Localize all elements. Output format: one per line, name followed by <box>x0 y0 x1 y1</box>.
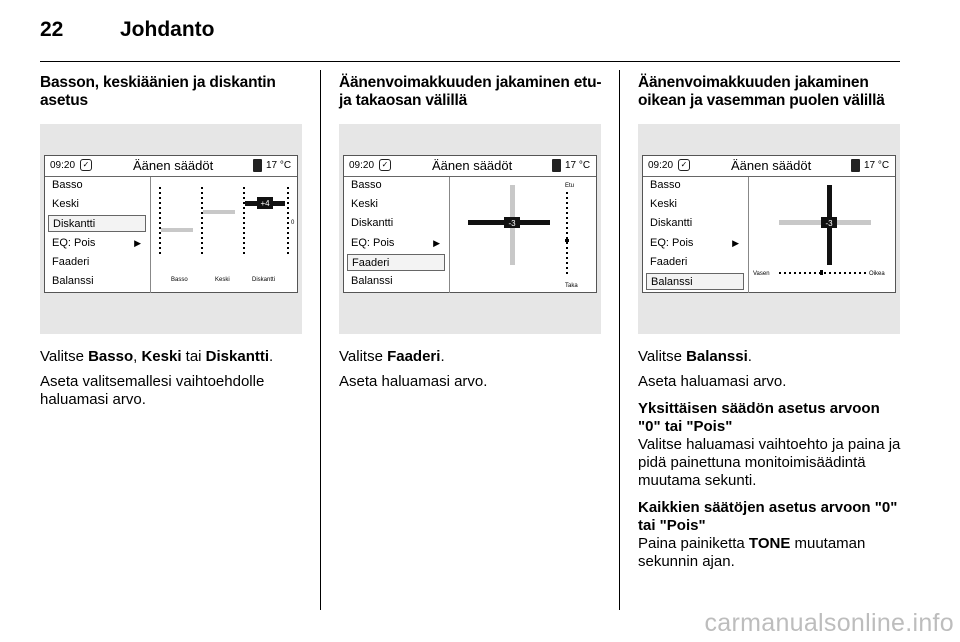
clock: 09:20 <box>648 160 674 171</box>
status-bar <box>643 156 895 177</box>
column-divider <box>619 70 620 610</box>
phone-icon <box>253 159 262 172</box>
display-screen <box>642 155 896 293</box>
check-icon: ✓ <box>678 159 690 171</box>
instruction-block <box>339 348 604 391</box>
balance-graphic <box>749 177 895 293</box>
menu-item-faaderi[interactable]: Faaderi <box>650 256 688 268</box>
temperature: 17 °C <box>266 160 292 171</box>
screen-title: Äänen säädöt <box>432 158 513 173</box>
instruction-select <box>40 348 305 366</box>
section-heading: Basson, keskiäänien ja diskantin asetus <box>40 74 276 109</box>
clock: 09:20 <box>50 160 76 171</box>
chevron-right-icon: ▶ <box>433 238 440 248</box>
option-faaderi: Faaderi <box>387 348 441 365</box>
menu-list <box>45 177 151 293</box>
menu-item-basso[interactable]: Basso <box>650 179 681 191</box>
menu-item-keski[interactable]: Keski <box>351 198 378 210</box>
balance-visualization <box>749 177 895 293</box>
menu-item-eq-label: EQ: Pois <box>351 237 395 249</box>
instruction-select <box>638 348 903 366</box>
tone-button-label: TONE <box>748 535 791 552</box>
eq-scale-keski <box>201 187 203 257</box>
option-balanssi: Balanssi <box>686 348 748 365</box>
fader-scale <box>566 192 568 277</box>
menu-item-faaderi[interactable]: Faaderi <box>347 254 445 271</box>
eq-label-diskantti: Diskantti <box>252 277 276 283</box>
screen-figure-fader <box>339 124 601 334</box>
eq-bar-basso <box>161 228 193 232</box>
screen-title: Äänen säädöt <box>731 158 812 173</box>
menu-item-eq[interactable] <box>646 235 744 252</box>
header-rule <box>40 61 900 62</box>
menu-item-balanssi[interactable]: Balanssi <box>646 273 744 290</box>
phone-icon <box>851 159 860 172</box>
subheading-reset-single: Yksittäisen säädön asetus arvoon "0" tai "Pois" <box>638 400 880 435</box>
menu-item-balanssi[interactable]: Balanssi <box>351 275 393 287</box>
menu-item-eq[interactable] <box>347 235 445 252</box>
fader-label-rear: Taka <box>565 283 578 289</box>
fader-visualization <box>450 177 596 293</box>
page-title: Johdanto <box>120 18 215 41</box>
instruction-block <box>40 348 305 409</box>
check-icon: ✓ <box>80 159 92 171</box>
option-keski: Keski <box>141 348 182 365</box>
instruction-set: Aseta valitsemallesi vaihtoehdolle haluamasi arvo. <box>40 373 265 408</box>
chevron-right-icon: ▶ <box>732 238 739 248</box>
eq-value-label: +4 <box>260 199 270 208</box>
phone-icon <box>552 159 561 172</box>
eq-zero-label: 0 <box>291 220 295 226</box>
column-fader <box>339 74 604 110</box>
balance-label-left: Vasen <box>753 271 770 277</box>
menu-item-basso[interactable]: Basso <box>52 179 83 191</box>
menu-item-keski[interactable]: Keski <box>650 198 677 210</box>
balance-label-right: Oikea <box>869 271 885 277</box>
eq-label-basso: Basso <box>171 277 188 283</box>
eq-scale-right <box>287 187 289 257</box>
status-bar <box>344 156 596 177</box>
eq-scale-diskantti <box>243 187 245 257</box>
menu-item-eq-label: EQ: Pois <box>52 237 96 249</box>
section-heading: Äänenvoimakkuuden jakaminen etu- ja takaosan välillä <box>339 74 602 109</box>
eq-label-keski: Keski <box>215 277 230 283</box>
chevron-right-icon: ▶ <box>134 238 141 248</box>
text-run: muutaman sekunnin ajan. <box>638 535 866 570</box>
status-bar <box>45 156 297 177</box>
menu-item-eq-label: EQ: Pois <box>650 237 694 249</box>
menu-item-balanssi[interactable]: Balanssi <box>52 275 94 287</box>
column-divider <box>320 70 321 610</box>
temperature: 17 °C <box>565 160 591 171</box>
eq-visualization <box>151 177 297 293</box>
screen-figure-balance <box>638 124 900 334</box>
menu-list <box>344 177 450 293</box>
eq-scale-basso <box>159 187 161 257</box>
text-reset-single: Valitse haluamasi vaihtoehto ja paina ja pidä painettuna monitoimisäädintä muutama sekunti. <box>638 436 901 489</box>
clock: 09:20 <box>349 160 375 171</box>
display-screen <box>343 155 597 293</box>
fader-value-label: -3 <box>508 219 516 228</box>
text-run: Valitse <box>339 348 388 365</box>
menu-item-eq[interactable] <box>48 235 146 252</box>
text-run: tai <box>181 348 206 365</box>
screen-figure-eq <box>40 124 302 334</box>
balance-marker <box>820 270 823 275</box>
instruction-select <box>339 348 604 366</box>
text-run: Valitse <box>40 348 89 365</box>
option-basso: Basso <box>88 348 134 365</box>
instruction-set: Aseta haluamasi arvo. <box>638 373 787 390</box>
menu-item-keski[interactable]: Keski <box>52 198 79 210</box>
menu-item-diskantti[interactable]: Diskantti <box>351 217 394 229</box>
fader-label-front: Etu <box>565 183 575 189</box>
eq-graphic <box>151 177 297 293</box>
fader-graphic <box>450 177 596 293</box>
page-number: 22 <box>40 18 64 41</box>
eq-bar-keski <box>203 210 235 214</box>
text-run: . <box>440 348 445 365</box>
text-run: , <box>133 348 142 365</box>
temperature: 17 °C <box>864 160 890 171</box>
check-icon: ✓ <box>379 159 391 171</box>
text-run: . <box>747 348 752 365</box>
column-bass-mid-treble <box>40 74 305 110</box>
text-run: . <box>269 348 274 365</box>
instruction-set: Aseta haluamasi arvo. <box>339 373 488 390</box>
balance-value-label: -3 <box>825 219 833 228</box>
screen-title: Äänen säädöt <box>133 158 214 173</box>
menu-item-basso[interactable]: Basso <box>351 179 382 191</box>
display-screen <box>44 155 298 293</box>
text-run: Valitse <box>638 348 687 365</box>
text-reset-all <box>638 535 903 571</box>
column-balance <box>638 74 903 110</box>
menu-item-diskantti[interactable]: Diskantti <box>48 215 146 232</box>
menu-list <box>643 177 749 293</box>
subheading-reset-all: Kaikkien säätöjen asetus arvoon "0" tai "Pois" <box>638 499 898 534</box>
instruction-block <box>638 348 903 571</box>
option-diskantti: Diskantti <box>205 348 270 365</box>
text-run: Paina painiketta <box>638 535 749 552</box>
section-heading: Äänenvoimakkuuden jakaminen oikean ja vasemman puolen välillä <box>638 74 885 109</box>
menu-item-diskantti[interactable]: Diskantti <box>650 217 693 229</box>
fader-marker <box>565 239 569 242</box>
menu-item-faaderi[interactable]: Faaderi <box>52 256 90 268</box>
watermark-url[interactable]: carmanualsonline.info <box>704 609 954 637</box>
